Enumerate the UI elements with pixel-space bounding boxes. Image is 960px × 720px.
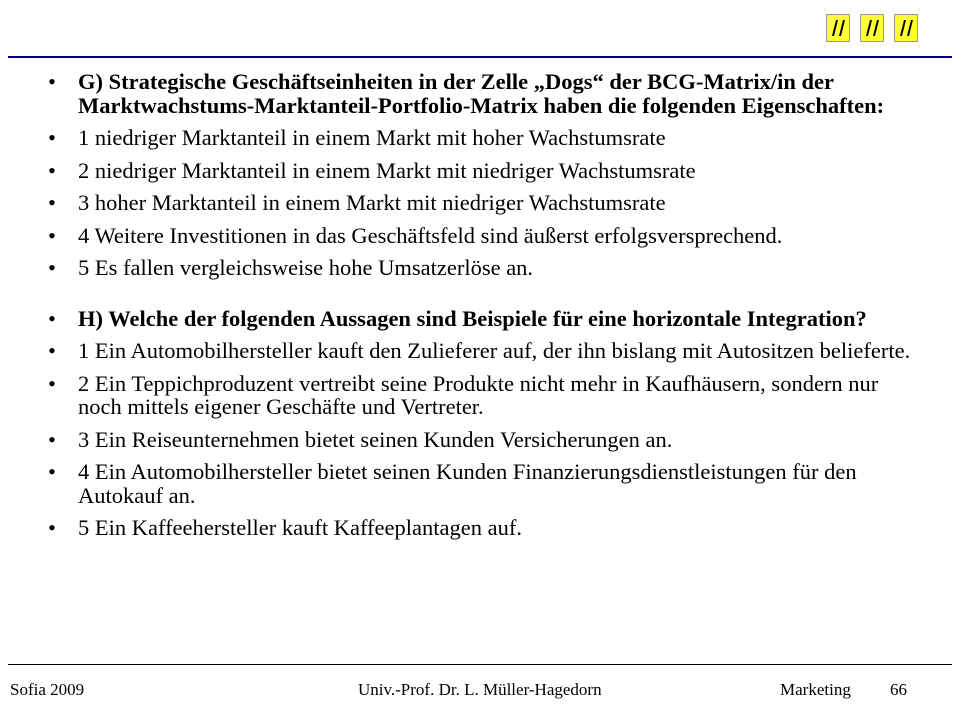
- answer-option: [48, 191, 918, 215]
- bullet-text: H) Welche der folgenden Aussagen sind Beispiele für eine horizontale Integration?: [78, 305, 867, 331]
- bullet-icon: •: [48, 459, 56, 484]
- bullet-icon: •: [48, 305, 56, 331]
- bullet-icon: •: [48, 426, 56, 452]
- bullet-icon: •: [48, 370, 56, 396]
- answer-option: [48, 256, 918, 280]
- bullet-icon: •: [48, 255, 56, 280]
- bullet-icon: •: [48, 338, 56, 363]
- question-g-heading: [48, 70, 918, 117]
- answer-option: [48, 339, 918, 363]
- logo-mark-icon: [826, 14, 850, 42]
- answer-option: [48, 372, 918, 419]
- bullet-text: 3 Ein Reiseunternehmen bietet seinen Kunden Versicherungen an.: [78, 426, 673, 452]
- slide-body: [48, 70, 918, 549]
- bullet-text: 2 niedriger Marktanteil in einem Markt mit niedriger Wachstumsrate: [78, 157, 696, 183]
- logo-mark-icon: [860, 14, 884, 42]
- bullet-icon: •: [48, 69, 56, 94]
- bullet-text: 1 Ein Automobilhersteller kauft den Zulieferer auf, der ihn bislang mit Autositzen belieferte.: [78, 338, 911, 363]
- bullet-list: [48, 70, 918, 540]
- footer-section: Marketing: [780, 680, 851, 699]
- answer-option: [48, 126, 918, 150]
- bullet-icon: •: [48, 125, 56, 150]
- bullet-text: 3 hoher Marktanteil in einem Markt mit niedriger Wachstumsrate: [78, 190, 666, 215]
- university-logo: [826, 14, 918, 42]
- answer-option: [48, 516, 918, 540]
- bullet-text: 4 Weitere Investitionen in das Geschäftsfeld sind äußerst erfolgsversprechend.: [78, 222, 783, 248]
- bullet-text: 1 niedriger Marktanteil in einem Markt mit hoher Wachstumsrate: [78, 125, 666, 150]
- answer-option: [48, 224, 918, 248]
- answer-option: [48, 159, 918, 183]
- answer-option: [48, 460, 918, 507]
- bullet-text: 2 Ein Teppichproduzent vertreibt seine Produkte nicht mehr in Kaufhäusern, sondern nur noch mittels eigener Geschäfte und Vertreter.: [78, 370, 879, 419]
- footer-divider: [8, 664, 952, 665]
- bullet-icon: •: [48, 515, 56, 540]
- question-h-heading: [48, 307, 918, 331]
- bullet-text: 5 Es fallen vergleichsweise hohe Umsatzerlöse an.: [78, 255, 534, 280]
- bullet-icon: •: [48, 190, 56, 215]
- page-number: 66: [890, 680, 907, 699]
- bullet-text: G) Strategische Geschäftseinheiten in der Zelle „Dogs“ der BCG-Matrix/in der Marktwachstums-Marktanteil-Portfolio-Matrix haben die folgenden Eigenschaften:: [78, 69, 885, 118]
- logo-mark-icon: [894, 14, 918, 42]
- footer-author: Univ.-Prof. Dr. L. Müller-Hagedorn: [358, 680, 602, 699]
- bullet-text: 5 Ein Kaffeehersteller kauft Kaffeeplantagen auf.: [78, 515, 522, 540]
- footer-date: Sofia 2009: [10, 680, 85, 699]
- answer-option: [48, 428, 918, 452]
- bullet-icon: •: [48, 157, 56, 183]
- header-divider: [8, 56, 952, 58]
- bullet-text: 4 Ein Automobilhersteller bietet seinen Kunden Finanzierungsdienstleistungen für den Autokauf an.: [78, 459, 857, 508]
- bullet-icon: •: [48, 222, 56, 248]
